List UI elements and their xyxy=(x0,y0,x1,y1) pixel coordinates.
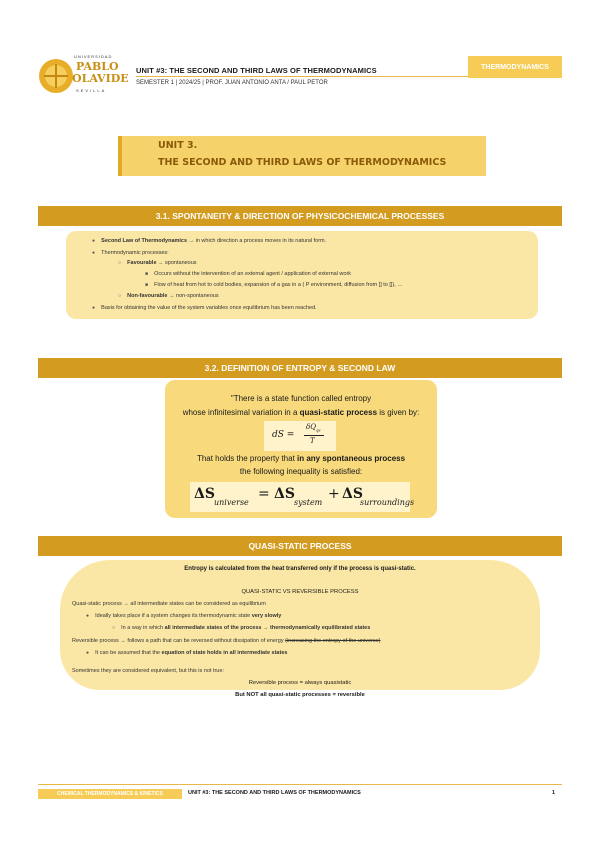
qs-definition: Quasi-static process → all intermediate states can be considered as equilibrium xyxy=(72,601,266,607)
quote-line-1: "There is a state function called entropy xyxy=(230,394,372,403)
header-subtitle: SEMESTER 1 | 2024/25 | PROF. JUAN ANTONIO ANTA / PAUL PETOR xyxy=(136,80,328,86)
list-item: ○ In a way in which all intermediate states of the process → thermodynamically equilibrated states xyxy=(112,625,371,631)
section-2-heading: 3.2. DEFINITION OF ENTROPY & SECOND LAW xyxy=(38,358,562,378)
university-logo xyxy=(36,50,132,102)
quote-line-2: whose infinitesimal variation in a quasi-static process is given by: xyxy=(182,408,420,417)
list-item: ■ Flow of heat from hot to cold bodies, expansion of a gas in a ( P environment, diffusion from [] to []), … xyxy=(145,282,403,288)
page-number: 1 xyxy=(552,790,556,796)
unit-number: UNIT 3. xyxy=(158,140,198,151)
footer-divider xyxy=(38,784,562,785)
header-title: UNIT #3: THE SECOND AND THIRD LAWS OF THERMODYNAMICS xyxy=(136,66,377,75)
list-item: ■ Occurs without the intervention of an external agent / application of external work xyxy=(145,271,352,277)
list-item: ● Thermodynamic processes: xyxy=(92,250,169,256)
equivalence-line-2: But NOT all quasi-static processes = reversible xyxy=(235,692,365,698)
unit-title: THE SECOND AND THIRD LAWS OF THERMODYNAMICS xyxy=(158,157,447,168)
list-item: ● It can be assumed that the equation of state holds in all intermediate states xyxy=(86,650,288,656)
property-line-2: the following inequality is satisfied: xyxy=(239,467,363,476)
list-item: ● Basis for obtaining the value of the system variables once equilibrium has been reached. xyxy=(92,305,317,311)
equivalence-line-1: Reversible process = always quasistatic xyxy=(248,680,352,686)
logo-top-text: UNIVERSIDAD xyxy=(74,54,113,59)
list-item: ● Second Law of Thermodynamics → in which direction a process moves in its natural form. xyxy=(92,238,327,244)
rev-definition: Reversible process → follows a path that can be reversed without dissipation of energy (increasing the entropy of the universe) xyxy=(72,638,381,644)
logo-main-1: PABLO xyxy=(76,60,119,73)
footer-title: UNIT #3: THE SECOND AND THIRD LAWS OF THERMODYNAMICS xyxy=(188,790,361,796)
qs-intro: Entropy is calculated from the heat transferred only if the process is quasi-static. xyxy=(184,566,416,572)
footer-tag: CHEMICAL THERMODYNAMICS & KINETICS xyxy=(38,789,182,799)
list-item: ○ Non-favourable → non-spontaneous xyxy=(118,293,219,299)
section-1-heading: 3.1. SPONTANEITY & DIRECTION OF PHYSICOCHEMICAL PROCESSES xyxy=(38,206,562,226)
qs-subheading: QUASI-STATIC VS REVERSIBLE PROCESS xyxy=(241,589,359,595)
header-tag: THERMODYNAMICS xyxy=(468,56,562,78)
list-item: ● Ideally takes place if a system changes its thermodynamic state very slowly xyxy=(86,613,282,619)
logo-main-2: OLAVIDE xyxy=(72,72,129,85)
list-item: ○ Favourable → spontaneous xyxy=(118,260,197,266)
entropy-formula: dS = $\delta Q_{qs}$ T xyxy=(264,421,336,451)
logo-bottom-text: SEVILLA xyxy=(76,88,107,93)
entropy-inequality: ΔS universe = ΔS system + ΔS surroundings xyxy=(190,482,410,512)
section-3-heading: QUASI-STATIC PROCESS xyxy=(38,536,562,556)
property-line-1: That holds the property that in any spontaneous process xyxy=(196,454,406,463)
qs-note: Sometimes they are considered equivalent, but this is not true: xyxy=(72,668,224,674)
